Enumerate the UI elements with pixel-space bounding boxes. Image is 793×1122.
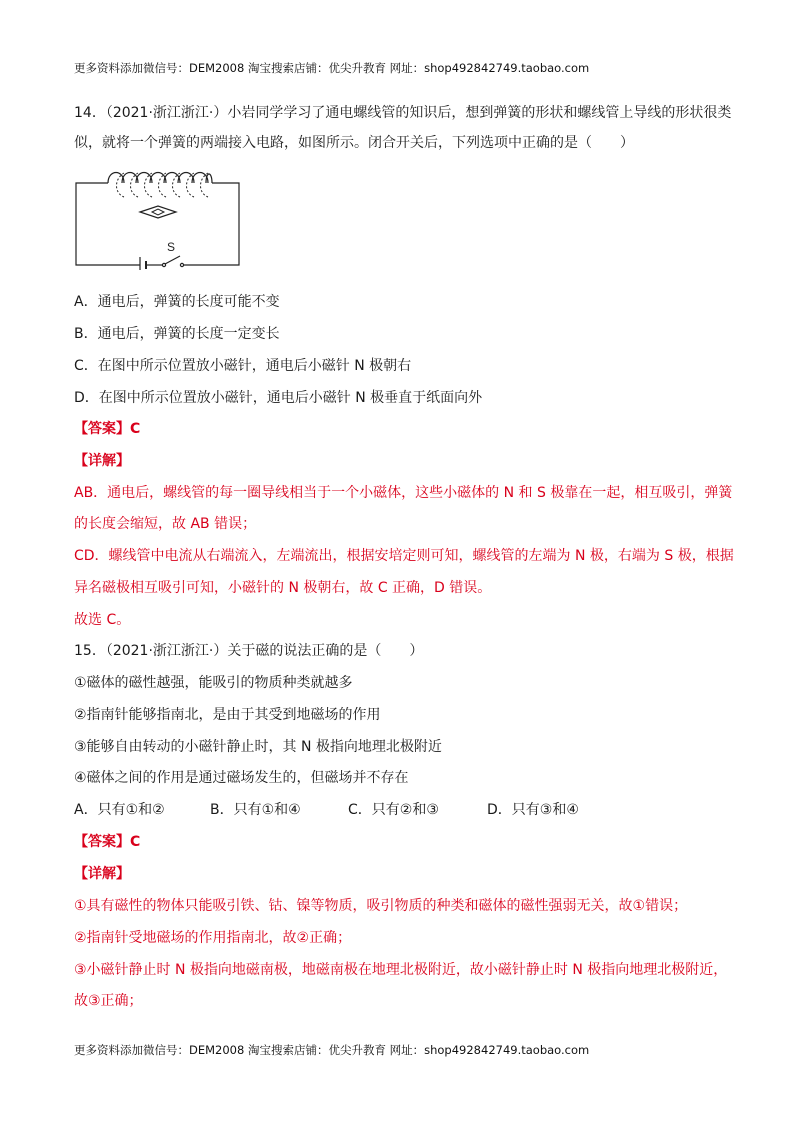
q14-explanation-5: 故选 C。 — [74, 612, 131, 628]
q14-option-d: D．在图中所示位置放小磁针，通电后小磁针 N 极垂直于纸面向外 — [74, 390, 483, 406]
q14-option-a: A．通电后，弹簧的长度可能不变 — [74, 294, 280, 310]
page-footer: 更多资料添加微信号：DEM2008 淘宝搜索店铺：优尖升教育 网址：shop492842749.taobao.com — [74, 1043, 590, 1057]
q15-option-a: A．只有①和② — [74, 802, 165, 818]
q15-option-d: D．只有③和④ — [487, 802, 579, 818]
circuit-diagram — [70, 165, 250, 270]
q14-stem-line-2: 似，就将一个弹簧的两端接入电路，如图所示。闭合开关后，下列选项中正确的是（ ） — [74, 135, 634, 151]
battery-icon — [140, 257, 162, 270]
q15-option-b: B．只有①和④ — [210, 802, 301, 818]
spring-coil — [108, 173, 212, 184]
q15-explanation-1: ①具有磁性的物体只能吸引铁、钴、镍等物质，吸引物质的种类和磁体的磁性强弱无关，故①错误； — [74, 898, 688, 914]
switch-icon — [162, 256, 183, 267]
q15-statement-2: ②指南针能够指南北，是由于其受到地磁场的作用 — [74, 707, 381, 723]
q14-stem-line-1: 14．（2021·浙江浙江·）小岩同学学习了通电螺线管的知识后，想到弹簧的形状和螺线管上导线的形状很类 — [74, 105, 732, 121]
switch-label: S — [167, 240, 176, 254]
q15-detail-label: 【详解】 — [74, 866, 130, 882]
q15-answer: 【答案】C — [74, 834, 141, 850]
q15-explanation-4: 故③正确； — [74, 993, 143, 1009]
q14-answer: 【答案】C — [74, 421, 141, 437]
q15-statement-4: ④磁体之间的作用是通过磁场发生的，但磁场并不存在 — [74, 770, 409, 786]
q14-explanation-4: 异名磁极相互吸引可知，小磁针的 N 极朝右，故 C 正确，D 错误。 — [74, 580, 492, 596]
q14-detail-label: 【详解】 — [74, 453, 130, 469]
page-header: 更多资料添加微信号：DEM2008 淘宝搜索店铺：优尖升教育 网址：shop492842749.taobao.com — [74, 61, 590, 75]
q15-stem: 15．（2021·浙江浙江·）关于磁的说法正确的是（ ） — [74, 643, 424, 659]
q15-explanation-2: ②指南针受地磁场的作用指南北，故②正确； — [74, 930, 352, 946]
q14-explanation-1: AB．通电后，螺线管的每一圈导线相当于一个小磁体，这些小磁体的 N 和 S 极靠在一起，相互吸引，弹簧 — [74, 485, 733, 501]
q14-explanation-3: CD．螺线管中电流从右端流入，左端流出，根据安培定则可知，螺线管的左端为 N 极，右端为 S 极，根据 — [74, 548, 734, 564]
q14-option-c: C．在图中所示位置放小磁针，通电后小磁针 N 极朝右 — [74, 358, 412, 374]
q14-option-b: B．通电后，弹簧的长度一定变长 — [74, 326, 280, 342]
q15-statement-1: ①磁体的磁性越强，能吸引的物质种类就越多 — [74, 675, 353, 691]
q15-option-c: C．只有②和③ — [348, 802, 439, 818]
q15-statement-3: ③能够自由转动的小磁针静止时，其 N 极指向地理北极附近 — [74, 739, 442, 755]
compass-needle-icon — [140, 206, 176, 218]
spring-coil-back — [117, 173, 209, 197]
q14-explanation-2: 的长度会缩短，故 AB 错误； — [74, 516, 257, 532]
q15-explanation-3: ③小磁针静止时 N 极指向地磁南极，地磁南极在地理北极附近，故小磁针静止时 N 极指向地理北极附近， — [74, 962, 728, 978]
